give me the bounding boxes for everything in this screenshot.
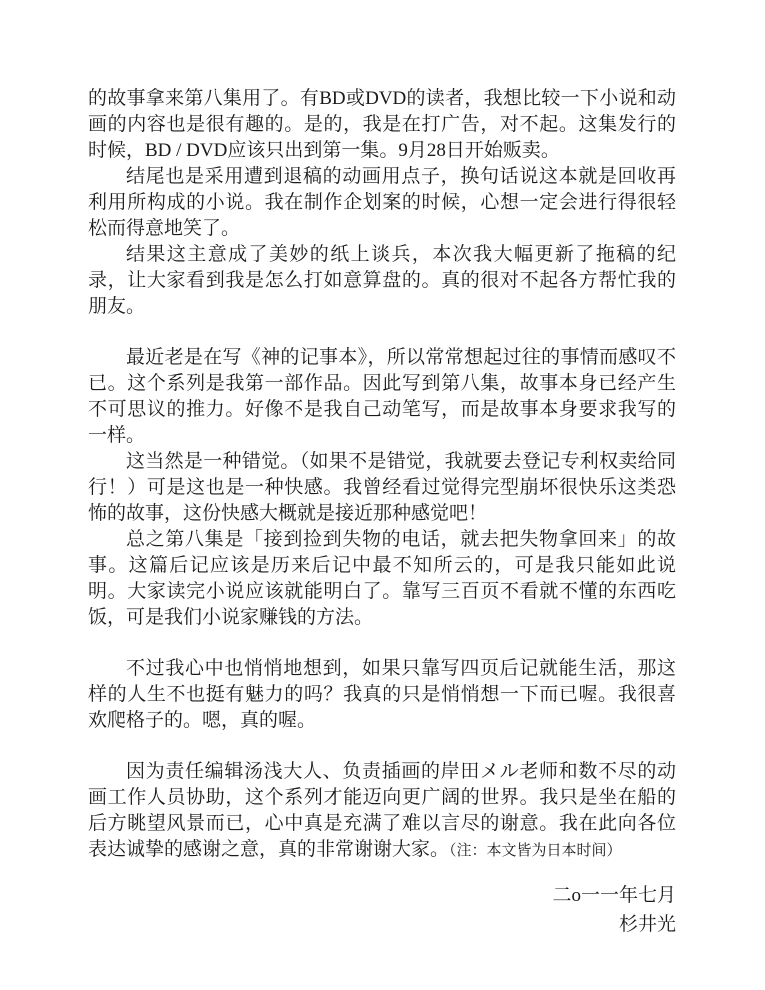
paragraph-text: 总之第八集是「接到捡到失物的电话，就去把失物拿回来」的故事。这篇后记应该是历来后记中最不知所云的，可是我只能如此说明。大家读完小说应该就能明白了。靠写三百页不看就不懂的东西吃饭，可是我们小说家赚钱的方法。 [88, 529, 676, 628]
paragraph-text: 的故事拿来第八集用了。有BD或DVD的读者，我想比较一下小说和动画的内容也是很有趣的。是的，我是在打广告，对不起。这集发行的时候，BD / DVD应该只出到第一集。9月28日开始贩卖。 [88, 88, 676, 161]
paragraph [88, 527, 676, 631]
paragraph [88, 242, 676, 320]
paragraph-text: 这当然是一种错觉。（如果不是错觉，我就要去登记专利权卖给同行！）可是这也是一种快感。我曾经看过觉得完型崩坏很快乐这类恐怖的故事，这份快感大概就是接近那种感觉吧！ [88, 451, 676, 524]
paragraph [88, 164, 676, 242]
inline-note: （注：本文皆为日本时间） [449, 843, 622, 859]
paragraph-text: 最近老是在写《神的记事本》，所以常常想起过往的事情而感叹不已。这个系列是我第一部作品。因此写到第八集，故事本身已经产生不可思议的推力。好像不是我自己动笔写，而是故事本身要求我写的一样。 [88, 347, 676, 446]
paragraph-text: 结尾也是采用遭到退稿的动画用点子，换句话说这本就是回收再利用所构成的小说。我在制作企划案的时候，心想一定会进行得很轻松而得意地笑了。 [88, 166, 676, 239]
paragraph [88, 449, 676, 527]
signature-block [88, 881, 676, 939]
paragraph [88, 759, 676, 864]
signature-author: 杉井光 [618, 914, 676, 935]
paragraph-text: 结果这主意成了美妙的纸上谈兵，本次我大幅更新了拖稿的纪录，让大家看到我是怎么打如意算盘的。真的很对不起各方帮忙我的朋友。 [88, 244, 676, 317]
paragraph-container [88, 86, 676, 864]
paragraph [88, 86, 676, 164]
paragraph-text: 不过我心中也悄悄地想到，如果只靠写四页后记就能生活，那这样的人生不也挺有魅力的吗？我真的只是悄悄想一下而已喔。我很喜欢爬格子的。嗯，真的喔。 [88, 658, 676, 731]
paragraph [88, 656, 676, 734]
paragraph-text: 因为责任编辑汤浅大人、负责插画的岸田メル老师和数不尽的动画工作人员协助，这个系列才能迈向更广阔的世界。我只是坐在船的后方眺望风景而已，心中真是充满了难以言尽的谢意。我在此向各位表达诚挚的感谢之意，真的非常谢谢大家。 [88, 761, 676, 860]
signature-date: 二o一一年七月 [552, 885, 676, 906]
paragraph [88, 345, 676, 449]
